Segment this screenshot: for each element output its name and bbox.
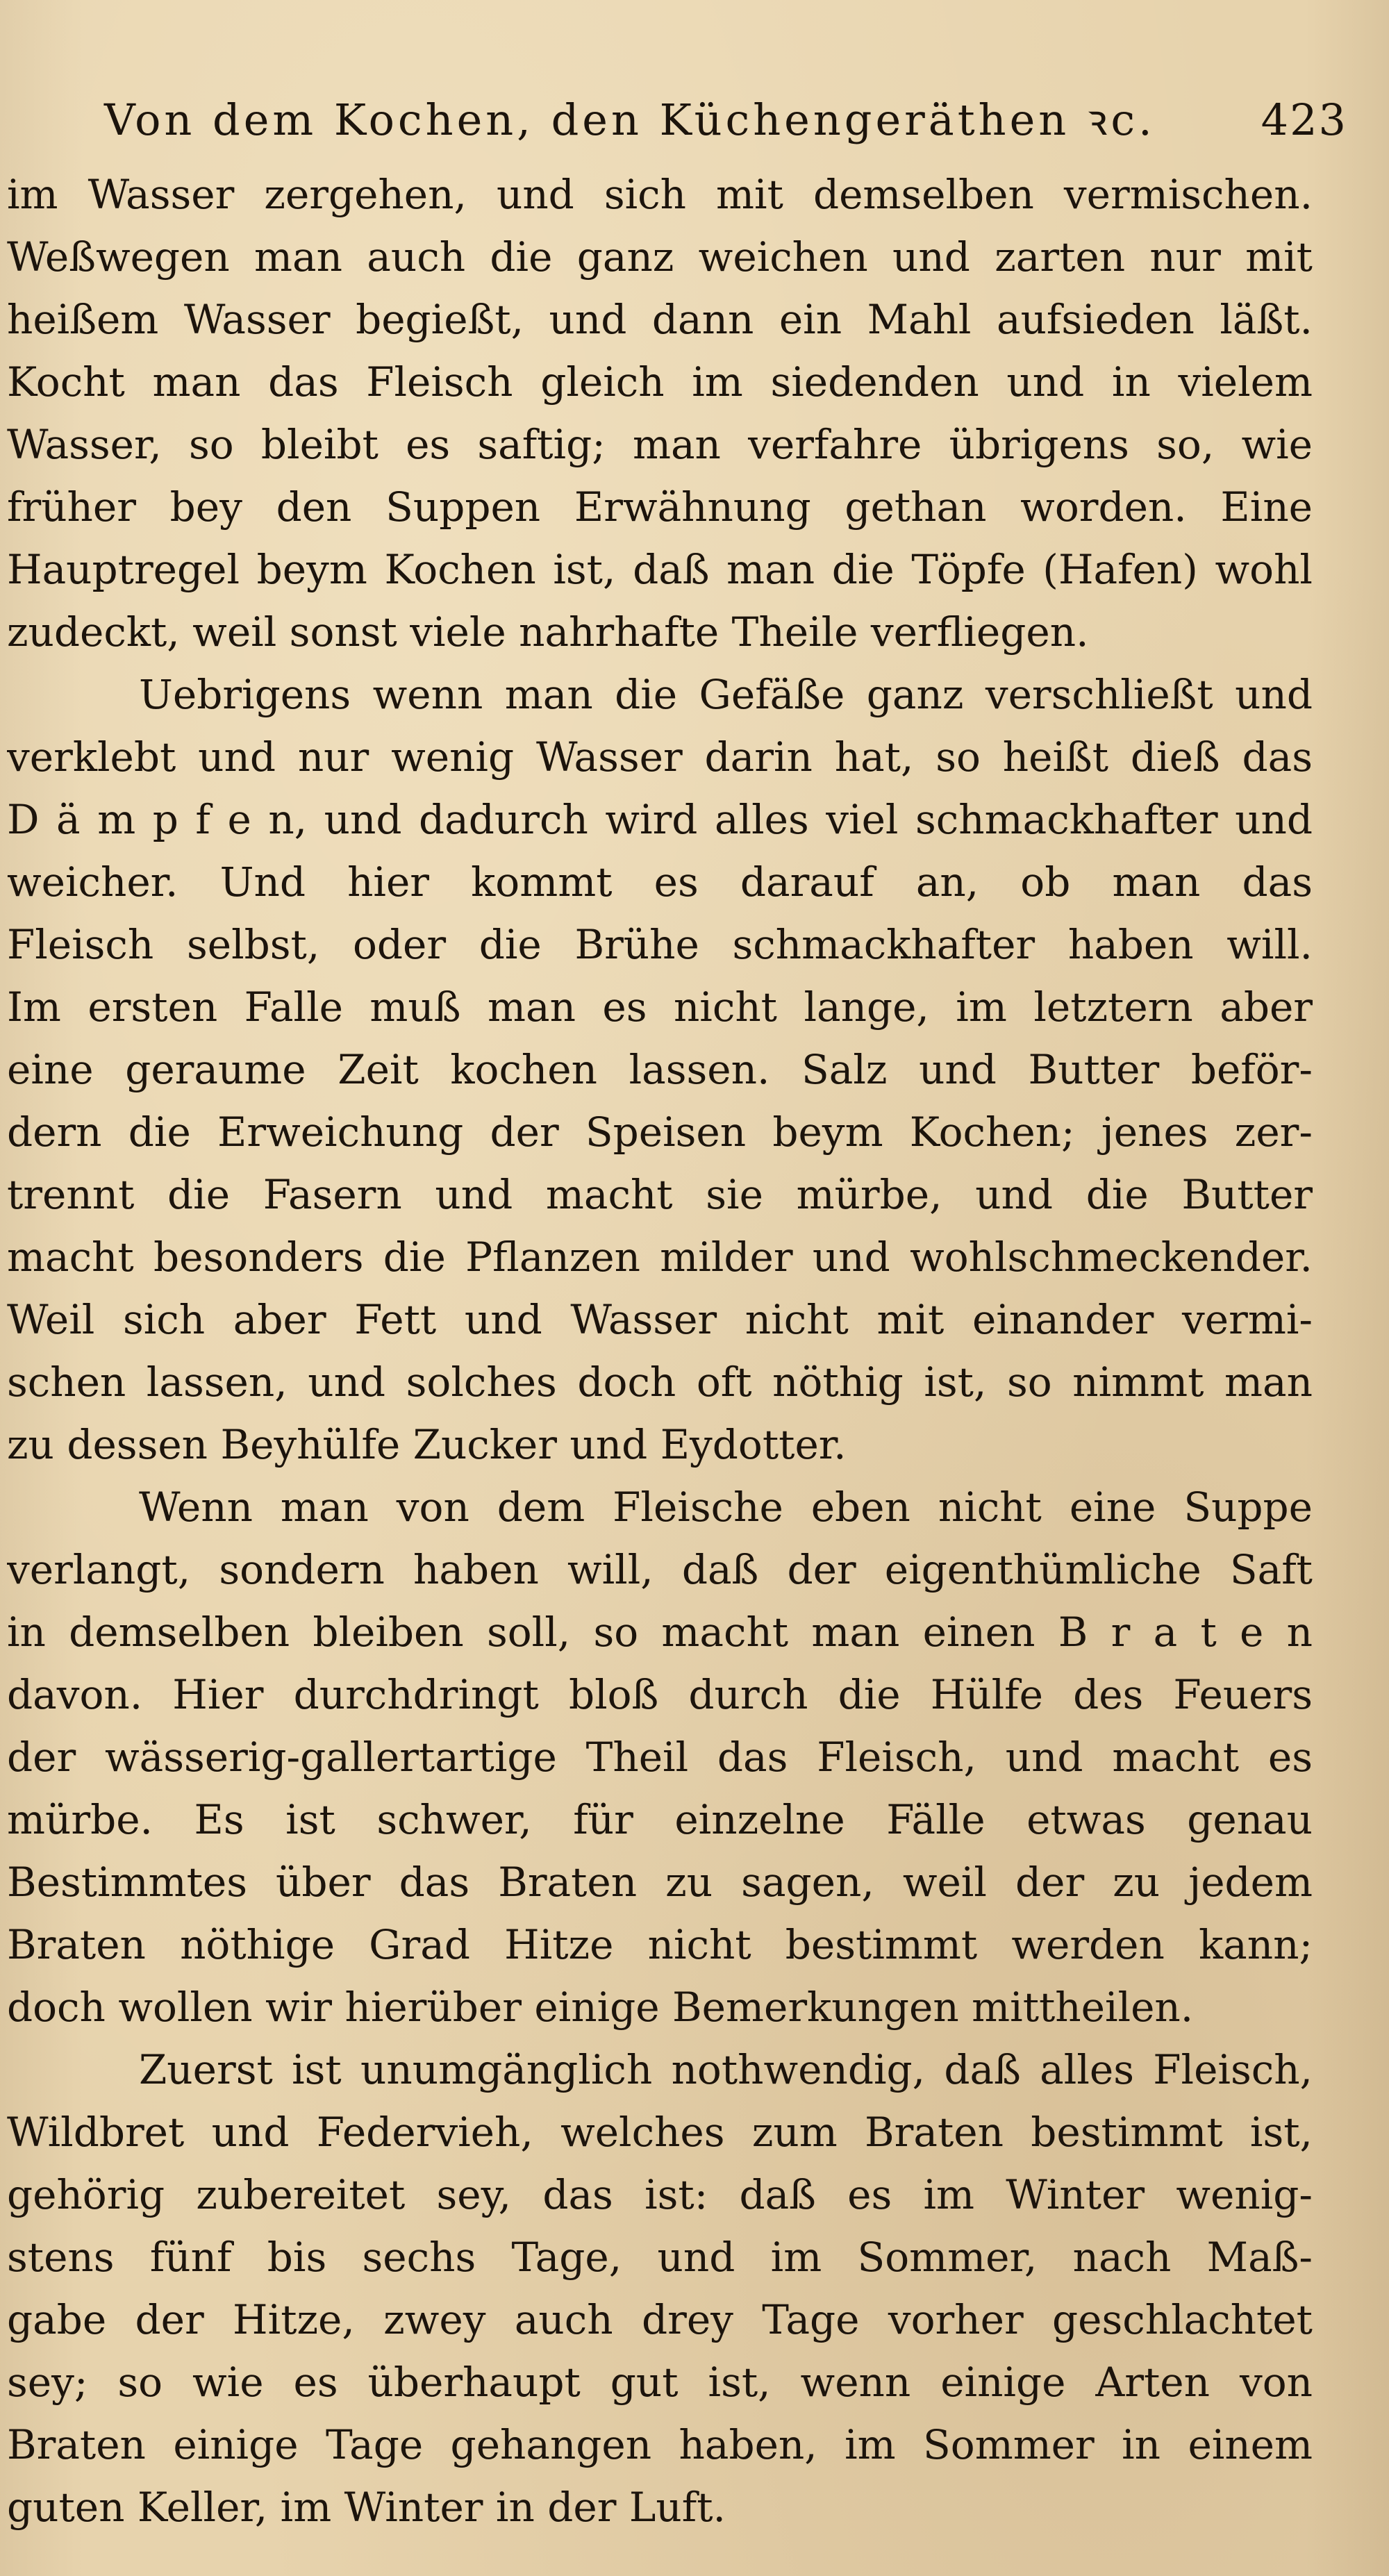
text-line: Braten einige Tage gehangen haben, im Sommer in einem xyxy=(7,2421,1313,2468)
text-line: in demselben bleiben soll, so macht man einen B r a t e n xyxy=(7,1609,1313,1656)
text-line: guten Keller, im Winter in der Luft. xyxy=(7,2484,726,2531)
paragraph-first-line: Zuerst ist unumgänglich nothwendig, daß alles Fleisch, xyxy=(139,2046,1313,2093)
text-line: verklebt und nur wenig Wasser darin hat, so heißt dieß das xyxy=(7,733,1313,781)
text-line: macht besonders die Pflanzen milder und wohlschmeckender. xyxy=(7,1233,1313,1281)
text-line: der wässerig-gallertartige Theil das Fleisch, und macht es xyxy=(7,1734,1313,1781)
text-line: stens fünf bis sechs Tage, und im Sommer, nach Maß- xyxy=(7,2234,1313,2281)
text-line: Weßwegen man auch die ganz weichen und zarten nur mit xyxy=(7,233,1313,281)
text-line: Fleisch selbst, oder die Brühe schmackhafter haben will. xyxy=(7,921,1313,968)
text-line: zudeckt, weil sonst viele nahrhafte Theile verfliegen. xyxy=(7,608,1089,656)
paragraph-first-line: Uebrigens wenn man die Gefäße ganz verschließt und xyxy=(139,671,1313,718)
text-line: doch wollen wir hierüber einige Bemerkungen mittheilen. xyxy=(7,1984,1194,2031)
text-line: früher bey den Suppen Erwähnung gethan worden. Eine xyxy=(7,483,1313,531)
text-line: weicher. Und hier kommt es darauf an, ob man das xyxy=(7,858,1313,906)
text-line: eine geraume Zeit kochen lassen. Salz und Butter beför- xyxy=(7,1046,1313,1093)
text-line: Kocht man das Fleisch gleich im siedenden und in vielem xyxy=(7,358,1313,406)
text-line: im Wasser zergehen, und sich mit demselben vermischen. xyxy=(7,171,1313,218)
text-line: Wildbret und Federvieh, welches zum Braten bestimmt ist, xyxy=(7,2109,1313,2156)
text-line: zu dessen Beyhülfe Zucker und Eydotter. xyxy=(7,1421,847,1468)
text-line: Hauptregel beym Kochen ist, daß man die Töpfe (Hafen) wohl xyxy=(7,546,1313,593)
text-line: sey; so wie es überhaupt gut ist, wenn einige Arten von xyxy=(7,2359,1313,2406)
text-line: Weil sich aber Fett und Wasser nicht mit einander vermi- xyxy=(7,1296,1313,1343)
text-line: davon. Hier durchdringt bloß durch die Hülfe des Feuers xyxy=(7,1671,1313,1718)
text-line: D ä m p f e n, und dadurch wird alles viel schmackhafter und xyxy=(7,796,1313,843)
text-line: gabe der Hitze, zwey auch drey Tage vorher geschlachtet xyxy=(7,2296,1313,2343)
text-line: dern die Erweichung der Speisen beym Kochen; jenes zer- xyxy=(7,1108,1313,1156)
text-line: schen lassen, und solches doch oft nöthig ist, so nimmt man xyxy=(7,1358,1313,1406)
text-line: verlangt, sondern haben will, daß der eigenthümliche Saft xyxy=(7,1546,1313,1593)
text-line: Bestimmtes über das Braten zu sagen, weil der zu jedem xyxy=(7,1859,1313,1906)
running-head xyxy=(104,89,1347,151)
text-line: Wasser, so bleibt es saftig; man verfahre übrigens so, wie xyxy=(7,421,1313,468)
paragraph-first-line: Wenn man von dem Fleische eben nicht eine Suppe xyxy=(139,1484,1313,1531)
text-line: Braten nöthige Grad Hitze nicht bestimmt werden kann; xyxy=(7,1921,1313,1968)
text-line: trennt die Fasern und macht sie mürbe, und die Butter xyxy=(7,1171,1313,1218)
text-line: heißem Wasser begießt, und dann ein Mahl aufsieden läßt. xyxy=(7,296,1313,343)
page-number: 423 xyxy=(1261,94,1347,145)
text-line: Im ersten Falle muß man es nicht lange, im letztern aber xyxy=(7,983,1313,1031)
text-line: gehörig zubereitet sey, das ist: daß es im Winter wenig- xyxy=(7,2171,1313,2218)
text-line: mürbe. Es ist schwer, für einzelne Fälle etwas genau xyxy=(7,1796,1313,1843)
running-title: Von dem Kochen, den Küchengeräthen ꝛc. xyxy=(104,94,1156,145)
